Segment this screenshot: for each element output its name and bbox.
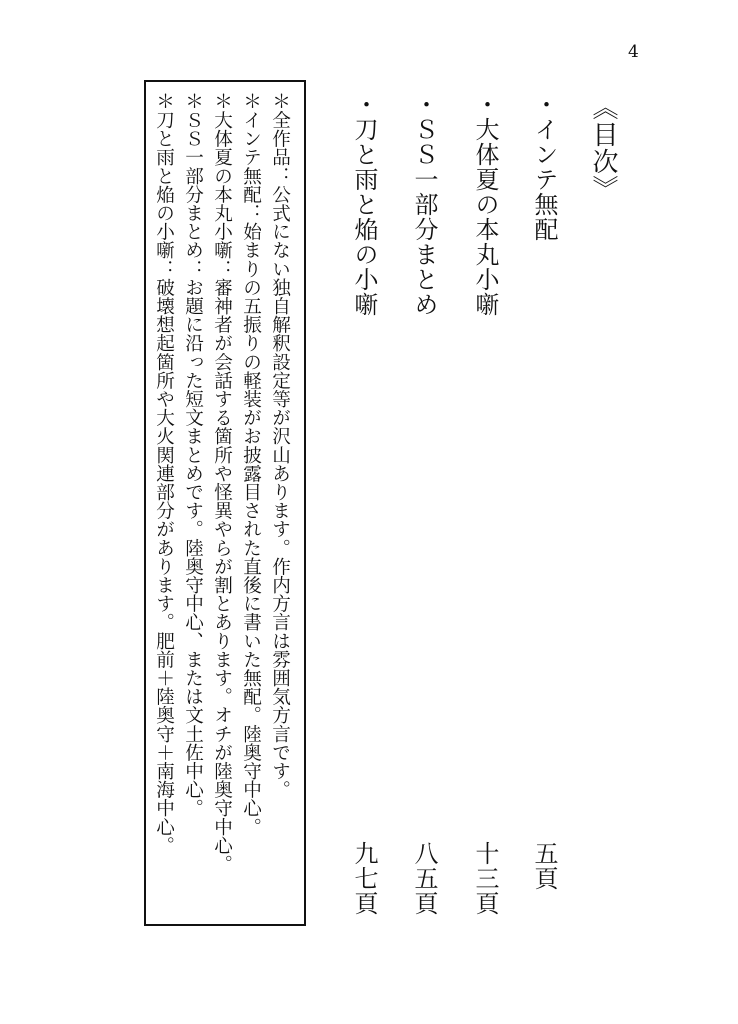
toc-entry-page: 五頁 (530, 841, 558, 891)
note-summer-story: ＊大体夏の本丸小噺：審神者が会話する箇所や怪異やらが割とあります。オチが陸奥守中心。 (211, 92, 233, 874)
toc-entry-page: 八五頁 (410, 841, 438, 916)
note-general: ＊全作品：公式にない独自解釈設定等が沢山あります。作内方言は雰囲気方言です。 (269, 92, 291, 799)
page-number: 4 (628, 42, 639, 62)
toc-entry-label: ・ＳＳ一部分まとめ (410, 92, 438, 317)
toc-entry-label: ・インテ無配 (530, 92, 558, 242)
toc-entry-page: 十三頁 (471, 841, 499, 916)
note-ss-collection: ＊ＳＳ一部分まとめ：お題に沿った短文まとめです。陸奥守中心、または文土佐中心。 (182, 92, 204, 818)
toc-entry-label: ・刀と雨と焔の小噺 (350, 92, 378, 317)
notes-box (144, 80, 306, 926)
toc-entry-page: 九七頁 (350, 841, 378, 916)
note-katana-story: ＊刀と雨と焔の小噺：破壊想起箇所や大火関連部分があります。肥前＋陸奥守＋南海中心。 (153, 92, 175, 855)
note-inte-muhai: ＊インテ無配：始まりの五振りの軽装がお披露目された直後に書いた無配。陸奥守中心。 (240, 92, 262, 836)
toc-entry-label: ・大体夏の本丸小噺 (471, 92, 499, 317)
toc-title: 《目次》 (588, 94, 618, 202)
